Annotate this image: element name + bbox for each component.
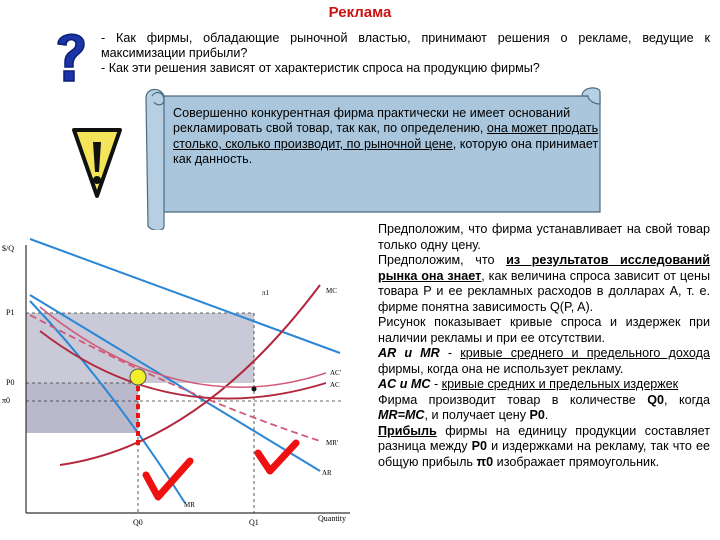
mr-label: MR	[184, 501, 195, 509]
scroll-text: Совершенно конкурентная фирма практически не имеет оснований рекламировать свой товар, так как, по определению, она может продать столько, сколько производит, по рыночной цене, которую она принимает как данность.	[173, 106, 599, 167]
explanation-text	[378, 222, 710, 470]
pi1-label: π1	[262, 289, 270, 297]
p0-label: P0	[6, 378, 15, 387]
ar-label: AR	[322, 469, 332, 477]
paragraph-profit: Прибыль фирмы на единицу продукции составляет разница между P0 и издержками на рекламу, так что ее общую прибыль π0 изображает прямоугольник.	[378, 423, 710, 469]
point-q1	[252, 387, 257, 392]
page-title: Реклама	[328, 4, 392, 21]
ac-label: AC	[330, 381, 340, 389]
y-axis-label: $/Q	[2, 244, 14, 253]
mr-prime-label: MR'	[326, 439, 339, 447]
paragraph-assume-price: Предположим, что фирма устанавливает на свой товар только одну цену.	[378, 222, 710, 252]
equilibrium-point	[130, 369, 146, 385]
q1-label: Q1	[249, 518, 259, 527]
paragraph-ar-mr: AR и MR - кривые среднего и предельного дохода фирмы, когда она не использует рекламу.	[378, 346, 710, 376]
pi0-label: π0	[2, 396, 11, 405]
mc-label: MC	[326, 287, 337, 295]
paragraph-ac-mc: AC и MC - кривые средних и предельных издержек	[378, 377, 679, 391]
check-icon-2	[258, 443, 296, 471]
warning-triangle-icon	[70, 122, 124, 200]
paragraph-figure: Рисунок показывает кривые спроса и издержек при наличии рекламы и при ее отсутствии.	[378, 315, 710, 345]
p1-label: P1	[6, 308, 15, 317]
questions-block	[101, 31, 710, 76]
advertising-graph	[0, 235, 372, 540]
paragraph-production: Фирма производит товар в количестве Q0, когда MR=MC, и получает цену P0.	[378, 392, 710, 422]
profit-rect-pi0	[26, 383, 138, 433]
question-1: - Как фирмы, обладающие рыночной властью, принимают решения о рекламе, ведущие к максимизации прибыли?	[101, 31, 710, 60]
x-axis-label: Quantity	[318, 514, 346, 523]
question-mark-icon	[54, 28, 88, 84]
paragraph-assume-research: Предположим, что из результатов исследований рынка она знает, как величина спроса зависит от цены товара P и ее рекламных расходов в долларах A, т. е. фирме понятна зависимость Q(P, A).	[378, 253, 711, 314]
check-icon-1	[146, 461, 190, 497]
ac-prime-label: AC'	[330, 369, 341, 377]
question-2: - Как эти решения зависят от характеристик спроса на продукцию фирмы?	[101, 61, 540, 75]
q0-label: Q0	[133, 518, 143, 527]
